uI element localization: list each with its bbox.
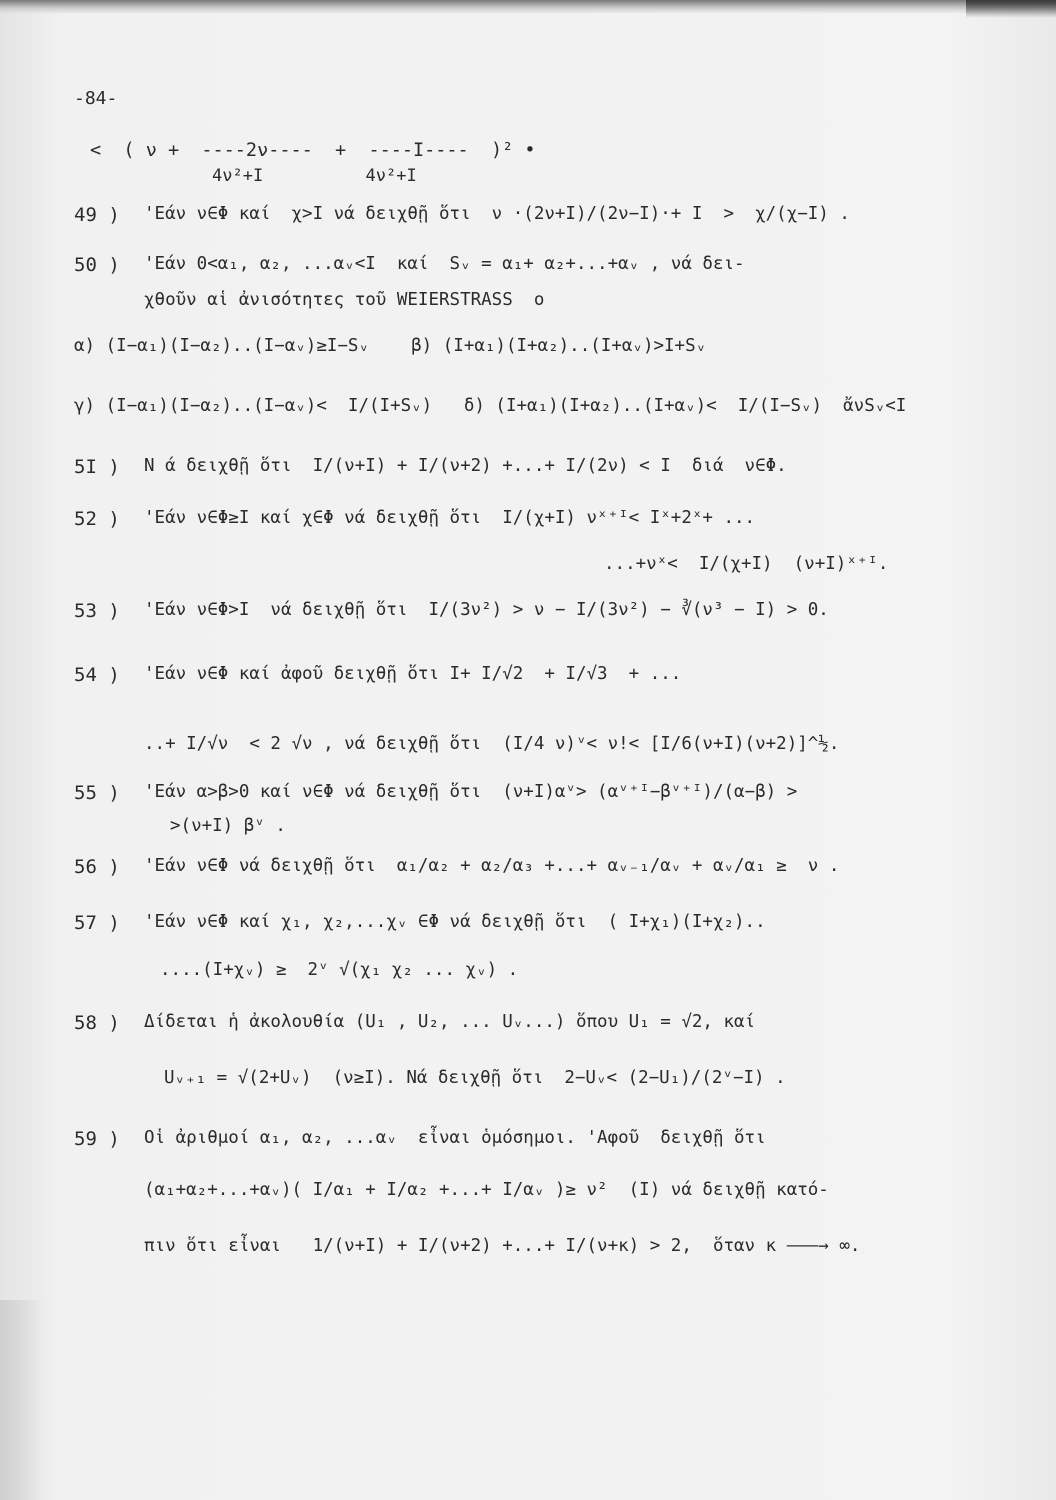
exercise-50-line2: χθοῦν αἱ ἀνισότητες τοῦ WEIERSTRASS ο [144,290,545,310]
exercise-55-line1: 'Εάν α>β>0 καί ν∈Φ νά δειχθῇ ὅτι (ν+I)αᵛ> (αᵛ⁺ᴵ−βᵛ⁺ᴵ)/(α−β) > [144,782,798,802]
scan-top-edge [0,0,1056,14]
exercise-57-line2: ....(I+χᵥ) ≥ 2ᵛ √(χ₁ χ₂ ... χᵥ) . [160,960,519,980]
exercise-number-58: 58 ) [74,1012,120,1034]
exercise-55-line2: >(ν+I) βᵛ . [170,816,286,836]
exercise-number-50: 50 ) [74,254,120,276]
exercise-58-line2: Uᵥ₊₁ = √(2+Uᵥ) (ν≥I). Νά δειχθῇ ὅτι 2−Uᵥ< (2−U₁)/(2ᵛ−I) . [164,1068,786,1088]
exercise-number-53: 53 ) [74,600,120,622]
exercise-59-line2: (α₁+α₂+...+αᵥ)( I/α₁ + I/α₂ +...+ I/αᵥ )≥ ν² (I) νά δειχθῇ κατό- [144,1180,829,1200]
exercise-53-text: 'Εάν ν∈Φ>I νά δειχθῇ ὅτι I/(3ν²) > ν − I/(3ν²) − ∛(ν³ − I) > 0. [144,600,829,620]
exercise-54-line2: ..+ I/√ν < 2 √ν , νά δειχθῇ ὅτι (I/4 ν)ᵛ< ν!< [I/6(ν+I)(ν+2)]^½. [144,734,840,754]
exercise-50-alpha-beta: α) (I−α₁)(I−α₂)..(I−αᵥ)≥I−Sᵥ β) (I+α₁)(I+α₂)..(I+αᵥ)>I+Sᵥ [74,336,707,356]
exercise-number-55: 55 ) [74,782,120,804]
exercise-58-line1: Δίδεται ἡ ἀκολουθία (U₁ , U₂, ... Uᵥ...) ὅπου U₁ = √2, καί [144,1012,756,1032]
exercise-number-52: 52 ) [74,508,120,530]
exercise-49-text: 'Εάν ν∈Φ καί χ>I νά δειχθῇ ὅτι ν ·(2ν+I)/(2ν−I)·+ I > χ/(χ−I) . [144,204,850,224]
formula-continuation-denominators: 4ν²+I 4ν²+I [212,166,417,186]
formula-continuation: < ( ν + ----2ν---- + ----I---- )² • [90,140,536,161]
exercise-51-text: N ά δειχθῇ ὅτι I/(ν+I) + I/(ν+2) +...+ I/(2ν) < I διά ν∈Φ. [144,456,787,476]
scan-corner-shadow [966,0,1056,18]
page-number: -84- [74,88,118,109]
exercise-number-57: 57 ) [74,912,120,934]
exercise-57-line1: 'Εάν ν∈Φ καί χ₁, χ₂,...χᵥ ∈Φ νά δειχθῇ ὅτι ( I+χ₁)(I+χ₂).. [144,912,766,932]
exercise-50-gamma-delta: γ) (I−α₁)(I−α₂)..(I−αᵥ)< I/(I+Sᵥ) δ) (I+α₁)(I+α₂)..(I+αᵥ)< I/(I−Sᵥ) ἄνSᵥ<I [74,396,907,416]
scan-left-stain [0,1300,44,1500]
exercise-number-49: 49 ) [74,204,120,226]
exercise-52-line2: ...+νˣ< I/(χ+I) (ν+I)ˣ⁺ᴵ. [604,554,889,574]
exercise-number-51: 5I ) [74,456,120,478]
exercise-59-line1: Οἱ ἀριθμοί α₁, α₂, ...αᵥ εἶναι ὁμόσημοι. 'Αφοῦ δειχθῇ ὅτι [144,1128,766,1148]
exercise-number-59: 59 ) [74,1128,120,1150]
exercise-52-line1: 'Εάν ν∈Φ≥I καί χ∈Φ νά δειχθῇ ὅτι I/(χ+I) νˣ⁺ᴵ< Iˣ+2ˣ+ ... [144,508,756,528]
exercise-56-text: 'Εάν ν∈Φ νά δειχθῇ ὅτι α₁/α₂ + α₂/α₃ +...+ αᵥ₋₁/αᵥ + αᵥ/α₁ ≥ ν . [144,856,840,876]
exercise-50-line1: 'Εάν 0<α₁, α₂, ...αᵥ<I καί Sᵥ = α₁+ α₂+...+αᵥ , νά δει- [144,254,745,274]
exercise-number-54: 54 ) [74,664,120,686]
exercise-number-56: 56 ) [74,856,120,878]
exercise-54-line1: 'Εάν ν∈Φ καί ἀφοῦ δειχθῇ ὅτι I+ I/√2 + I/√3 + ... [144,664,682,684]
exercise-59-line3: πιν ὅτι εἶναι 1/(ν+I) + I/(ν+2) +...+ I/(ν+κ) > 2, ὅταν κ ———→ ∞. [144,1236,861,1256]
